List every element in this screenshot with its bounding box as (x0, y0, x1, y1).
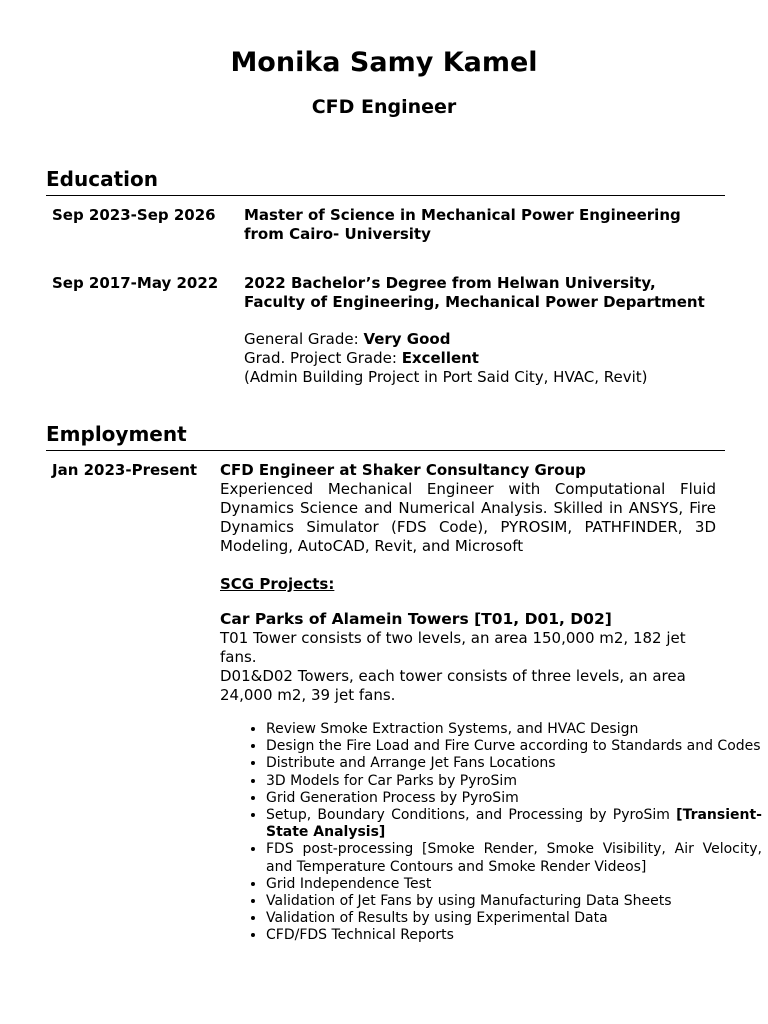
education-degree-2-line1: 2022 Bachelor’s Degree from Helwan University, (244, 274, 656, 292)
education-divider (46, 195, 725, 196)
general-grade (244, 330, 724, 349)
list-item-text: Setup, Boundary Conditions, and Processing by PyroSim (266, 807, 670, 824)
education-date-1: Sep 2023-Sep 2026 (52, 206, 216, 224)
list-item: • FDS post-processing [Smoke Render, Smoke Visibility, Air Velocity, and Temperature Contours and Smoke Render Videos] (266, 841, 762, 875)
list-item: • Design the Fire Load and Fire Curve according to Standards and Codes (266, 738, 762, 755)
list-item: • Distribute and Arrange Jet Fans Locations (266, 755, 762, 772)
list-item: • Review Smoke Extraction Systems, and HVAC Design (266, 721, 762, 738)
employment-entry-1 (220, 461, 716, 556)
employment-date-1: Jan 2023-Present (52, 461, 198, 479)
project-task-list (220, 721, 762, 945)
project-title: Car Parks of Alamein Towers [T01, D01, D02] (220, 610, 612, 628)
project-desc-2: D01&D02 Towers, each tower consists of three levels, an area 24,000 m2, 39 jet fans. (220, 667, 686, 704)
candidate-name: Monika Samy Kamel (230, 47, 538, 78)
list-item: • Validation of Jet Fans by using Manufacturing Data Sheets (266, 893, 762, 910)
project-desc-1: T01 Tower consists of two levels, an area 150,000 m2, 182 jet fans. (220, 629, 686, 666)
projects-heading: SCG Projects: (220, 575, 335, 593)
list-item (266, 807, 762, 841)
education-date-2: Sep 2017-May 2022 (52, 274, 219, 292)
list-item: • 3D Models for Car Parks by PyroSim (266, 773, 762, 790)
project-block (220, 610, 716, 705)
education-grades (244, 330, 724, 387)
general-grade-label: General Grade: (244, 330, 364, 348)
list-item: • Validation of Results by using Experimental Data (266, 910, 762, 927)
candidate-title: CFD Engineer (311, 96, 457, 118)
project-grade (244, 349, 724, 368)
list-item-emphasis: [Transient-State Analysis] (266, 807, 762, 841)
project-note: (Admin Building Project in Port Said City, HVAC, Revit) (244, 368, 648, 386)
education-degree-1-line1: Master of Science in Mechanical Power Engineering (244, 206, 681, 224)
list-item: • Grid Generation Process by PyroSim (266, 790, 762, 807)
project-grade-value: Excellent (401, 349, 479, 367)
employment-divider (46, 450, 725, 451)
employment-summary: Experienced Mechanical Engineer with Computational Fluid Dynamics Science and Numerical Analysis. Skilled in ANSYS, Fire Dynamics Simulator (FDS Code), PYROSIM, PATHFINDER, 3D Modeling, AutoCAD, Revit, and Microsoft (220, 480, 716, 555)
list-item: • Grid Independence Test (266, 876, 762, 893)
project-grade-label: Grad. Project Grade: (244, 349, 402, 367)
education-degree-1-line2: from Cairo- University (244, 225, 431, 243)
education-entry-2 (244, 274, 724, 312)
general-grade-value: Very Good (363, 330, 451, 348)
employment-heading: Employment (46, 422, 187, 446)
education-entry-1 (244, 206, 724, 244)
employment-role: CFD Engineer at Shaker Consultancy Group (220, 461, 586, 479)
list-item: • CFD/FDS Technical Reports (266, 927, 762, 944)
education-heading: Education (46, 167, 158, 191)
education-degree-2-line2: Faculty of Engineering, Mechanical Power Department (244, 293, 705, 311)
